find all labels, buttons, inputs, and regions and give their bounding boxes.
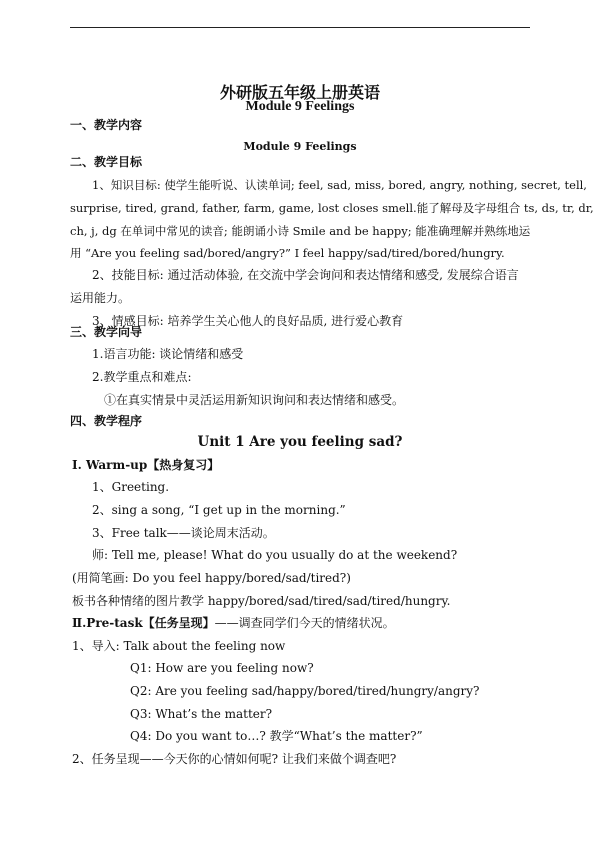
pretask-heading: Ⅱ.Pre-task【任务呈现】 — [72, 616, 215, 630]
knowledge-goal-line-4: 用 “Are you feeling sad/bored/angry?” I feel happy/sad/tired/bored/hungry. — [70, 246, 505, 260]
question-4: Q4: Do you want to…? 教学“What’s the matter?” — [130, 729, 423, 743]
warmup-item-1: 1、Greeting. — [92, 480, 170, 494]
warmup-heading: Ⅰ. Warm-up【热身复习】 — [72, 458, 220, 472]
document-title: 外研版五年级上册英语 — [219, 83, 380, 102]
warmup-item-2: 2、sing a song, “I get up in the morning.” — [92, 503, 346, 517]
task-line: 2、任务呈现——今天你的心情如何呢? 让我们来做个调查吧? — [72, 752, 397, 766]
guide-item-1: 1.语言功能: 谈论情绪和感受 — [92, 347, 244, 361]
header-rule — [70, 27, 530, 28]
section-1-heading: 一、教学内容 — [70, 118, 143, 132]
intro-line: 1、导入: Talk about the feeling now — [72, 639, 286, 653]
note-line: (用简笔画: Do you feel happy/bored/sad/tired?) — [72, 571, 351, 585]
document-subtitle: Module 9 Feelings — [245, 99, 355, 114]
section-4-heading: 四、教学程序 — [70, 414, 143, 428]
knowledge-goal-line-1: 1、知识目标: 使学生能听说、认读单词; feel, sad, miss, bored, angry, nothing, secret, tell, — [92, 178, 587, 192]
question-1: Q1: How are you feeling now? — [130, 661, 314, 675]
question-3: Q3: What’s the matter? — [130, 707, 273, 721]
guide-item-3: ①在真实情景中灵活运用新知识询问和表达情绪和感受。 — [104, 393, 405, 407]
warmup-item-3: 3、Free talk——谈论周末活动。 — [92, 526, 275, 540]
section-3-heading: 三、教学向导 — [70, 325, 143, 339]
skill-goal-line-2: 运用能力。 — [70, 291, 131, 305]
skill-goal-line-1: 2、技能目标: 通过活动体验, 在交流中学会询问和表达情绪和感受, 发展综合语言 — [92, 268, 519, 282]
section-2-heading: 二、教学目标 — [70, 155, 143, 169]
board-line: 板书各种情绪的图片教学 happy/bored/sad/tired/sad/tired/hungry. — [72, 594, 451, 608]
teacher-line: 师: Tell me, please! What do you usually do at the weekend? — [92, 548, 458, 562]
question-2: Q2: Are you feeling sad/happy/bored/tired/hungry/angry? — [130, 684, 480, 698]
pretask-line — [72, 616, 395, 630]
section-1-content: Module 9 Feelings — [243, 140, 357, 153]
guide-item-2: 2.教学重点和难点: — [92, 370, 192, 384]
pretask-description: ——调查同学们今天的情绪状况。 — [214, 616, 395, 630]
unit-title: Unit 1 Are you feeling sad? — [197, 434, 403, 450]
emotion-goal: 3、情感目标: 培养学生关心他人的良好品质, 进行爱心教育 — [92, 314, 404, 328]
knowledge-goal-line-2: surprise, tired, grand, father, farm, game, lost closes smell.能了解母及字母组合 ts, ds, tr, dr, — [70, 201, 594, 215]
knowledge-goal-line-3: ch, j, dg 在单词中常见的读音; 能朗诵小诗 Smile and be happy; 能准确理解并熟练地运 — [70, 224, 531, 238]
